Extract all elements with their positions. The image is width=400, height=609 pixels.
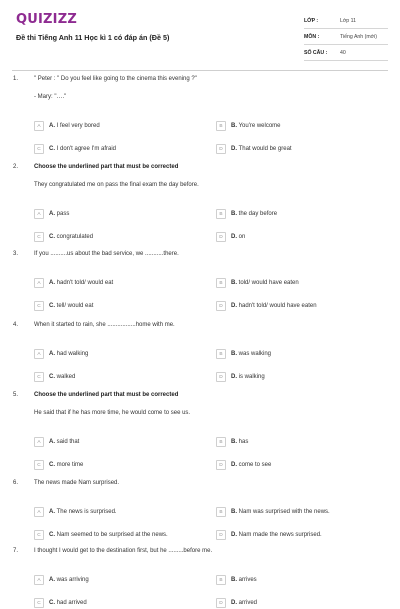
option-prefix: D. [231, 462, 237, 468]
option-body: pass [56, 211, 70, 217]
answer-option-a[interactable] [34, 120, 100, 132]
question-number: 3. [13, 251, 19, 257]
option-letter-box: C [34, 372, 44, 382]
option-prefix: B. [231, 211, 237, 217]
option-body: said that [56, 439, 80, 445]
answer-option-c[interactable] [34, 529, 168, 541]
option-text [49, 123, 100, 129]
option-letter-box: B [216, 209, 226, 219]
answer-option-c[interactable] [34, 459, 83, 471]
option-prefix: B. [231, 577, 237, 583]
option-prefix: B. [231, 439, 237, 445]
option-text [231, 600, 257, 606]
answer-option-c[interactable] [34, 231, 93, 243]
answer-option-a[interactable] [34, 574, 89, 586]
option-prefix: C. [49, 374, 55, 380]
header-divider [12, 70, 388, 71]
question-number: 2. [13, 164, 19, 170]
question-instruction: Choose the underlined part that must be corrected [34, 392, 179, 398]
quizizz-logo: QUIZIZZ [16, 12, 77, 27]
option-prefix: D. [231, 600, 237, 606]
option-body: told/ would have eaten [238, 280, 299, 286]
option-text [231, 532, 322, 538]
option-prefix: B. [231, 123, 237, 129]
question-text: When it started to rain, she .................home with me. [34, 322, 175, 328]
option-text [231, 146, 292, 152]
option-prefix: C. [49, 146, 55, 152]
option-text [49, 146, 116, 152]
option-text [231, 439, 248, 445]
answer-option-d[interactable] [216, 371, 265, 383]
option-letter-box: B [216, 121, 226, 131]
option-prefix: D. [231, 374, 237, 380]
option-letter-box: A [34, 349, 44, 359]
meta-value: 40 [340, 49, 346, 56]
option-body: is walking [238, 374, 265, 380]
question-number: 6. [13, 480, 19, 486]
answer-option-d[interactable] [216, 143, 292, 155]
option-body: had walking [56, 351, 89, 357]
option-body: Nam seemed to be surprised at the news. [56, 532, 168, 538]
option-letter-box: A [34, 507, 44, 517]
option-letter-box: C [34, 530, 44, 540]
option-body: You're welcome [238, 123, 281, 129]
meta-row-question-count [304, 45, 388, 61]
question-number: 7. [13, 548, 19, 554]
option-letter-box: C [34, 144, 44, 154]
option-text [49, 234, 93, 240]
option-letter-box: B [216, 575, 226, 585]
option-text [49, 509, 117, 515]
option-body: That would be great [238, 146, 292, 152]
option-letter-box: D [216, 598, 226, 608]
option-text [49, 303, 93, 309]
option-body: has [238, 439, 249, 445]
option-prefix: D. [231, 234, 237, 240]
option-prefix: A. [49, 439, 55, 445]
option-body: had arrived [56, 600, 87, 606]
answer-option-b[interactable] [216, 506, 330, 518]
answer-option-c[interactable] [34, 597, 87, 609]
option-body: walked [56, 374, 76, 380]
option-text [49, 462, 83, 468]
option-text [49, 439, 79, 445]
meta-row-class [304, 13, 388, 29]
option-text [231, 280, 299, 286]
option-letter-box: B [216, 349, 226, 359]
answer-option-d[interactable] [216, 597, 257, 609]
option-prefix: A. [49, 577, 55, 583]
meta-row-subject [304, 29, 388, 45]
option-body: Nam made the news surprised. [238, 532, 322, 538]
option-body: was arriving [56, 577, 89, 583]
option-prefix: A. [49, 123, 55, 129]
option-text [49, 280, 113, 286]
answer-option-d[interactable] [216, 231, 245, 243]
meta-value: Lớp 11 [340, 17, 356, 24]
option-body: hadn't told/ would have eaten [238, 303, 317, 309]
option-letter-box: A [34, 209, 44, 219]
page-header [0, 0, 400, 72]
option-letter-box: A [34, 121, 44, 131]
option-prefix: C. [49, 303, 55, 309]
option-body: arrives [238, 577, 257, 583]
answer-option-d[interactable] [216, 459, 271, 471]
option-text [231, 211, 277, 217]
answer-option-a[interactable] [34, 506, 117, 518]
option-text [231, 303, 317, 309]
option-text [231, 462, 271, 468]
option-prefix: C. [49, 532, 55, 538]
option-prefix: C. [49, 234, 55, 240]
option-text [49, 600, 87, 606]
option-prefix: C. [49, 600, 55, 606]
option-prefix: D. [231, 532, 237, 538]
option-body: tell/ would eat [56, 303, 94, 309]
answer-option-a[interactable] [34, 436, 79, 448]
option-prefix: D. [231, 303, 237, 309]
option-body: on [238, 234, 246, 240]
question-text: He said that if he has more time, he would come to see us. [34, 410, 191, 416]
option-prefix: A. [49, 211, 55, 217]
option-letter-box: D [216, 144, 226, 154]
option-prefix: B. [231, 280, 237, 286]
option-body: was walking [238, 351, 272, 357]
option-letter-box: D [216, 372, 226, 382]
option-body: The news is surprised. [56, 509, 117, 515]
option-body: Nam was surprised with the news. [238, 509, 330, 515]
question-instruction: Choose the underlined part that must be corrected [34, 164, 179, 170]
option-letter-box: C [34, 598, 44, 608]
option-text [49, 577, 89, 583]
question-text: " Peter : " Do you feel like going to the cinema this evening ?" [34, 76, 197, 82]
option-body: hadn't told/ would eat [56, 280, 114, 286]
option-prefix: C. [49, 462, 55, 468]
option-letter-box: B [216, 437, 226, 447]
option-text [231, 374, 265, 380]
meta-info [304, 13, 388, 61]
option-body: I don't agree I'm afraid [56, 146, 116, 152]
option-body: congratulated [56, 234, 94, 240]
option-letter-box: D [216, 301, 226, 311]
option-prefix: A. [49, 351, 55, 357]
option-text [49, 211, 69, 217]
option-body: more time [56, 462, 84, 468]
option-body: arrived [238, 600, 258, 606]
option-letter-box: D [216, 530, 226, 540]
option-prefix: A. [49, 509, 55, 515]
option-letter-box: A [34, 575, 44, 585]
meta-value: Tiếng Anh (mới) [340, 33, 377, 40]
option-text [49, 351, 88, 357]
option-letter-box: D [216, 460, 226, 470]
answer-option-c[interactable] [34, 143, 116, 155]
meta-label: LỚP : [304, 17, 319, 24]
question-text: I thought I would get to the destination first, but he .........before me. [34, 548, 213, 554]
answer-option-b[interactable] [216, 348, 271, 360]
question-text: If you ..........us about the bad service, we ...........there. [34, 251, 179, 257]
option-text [231, 123, 281, 129]
answer-option-b[interactable] [216, 436, 248, 448]
question-number: 1. [13, 76, 19, 82]
answer-option-a[interactable] [34, 208, 69, 220]
question-text: The news made Nam surprised. [34, 480, 120, 486]
option-prefix: B. [231, 509, 237, 515]
question-text: They congratulated me on pass the final exam the day before. [34, 182, 199, 188]
option-text [49, 374, 75, 380]
question-number: 5. [13, 392, 19, 398]
option-prefix: D. [231, 146, 237, 152]
answer-option-b[interactable] [216, 208, 277, 220]
answer-option-c[interactable] [34, 371, 75, 383]
option-text [231, 509, 330, 515]
option-text [49, 532, 168, 538]
document-title: Đề thi Tiếng Anh 11 Học kì 1 có đáp án (Đề 5) [16, 33, 170, 42]
option-prefix: B. [231, 351, 237, 357]
option-text [231, 234, 245, 240]
option-prefix: A. [49, 280, 55, 286]
option-letter-box: D [216, 232, 226, 242]
option-body: I feel very bored [56, 123, 100, 129]
question-text: - Mary: "…." [34, 94, 67, 100]
option-text [231, 351, 271, 357]
option-text [231, 577, 257, 583]
option-letter-box: A [34, 437, 44, 447]
option-letter-box: B [216, 507, 226, 517]
answer-option-d[interactable] [216, 300, 317, 312]
option-letter-box: A [34, 278, 44, 288]
answer-option-d[interactable] [216, 529, 322, 541]
answer-option-b[interactable] [216, 277, 299, 289]
option-body: the day before [238, 211, 278, 217]
question-number: 4. [13, 322, 19, 328]
answer-option-a[interactable] [34, 277, 113, 289]
meta-label: SỐ CÂU : [304, 49, 328, 56]
answer-option-c[interactable] [34, 300, 93, 312]
answer-option-b[interactable] [216, 120, 281, 132]
option-letter-box: C [34, 460, 44, 470]
option-body: come to see [238, 462, 272, 468]
meta-label: MÔN : [304, 33, 320, 40]
option-letter-box: C [34, 301, 44, 311]
option-letter-box: C [34, 232, 44, 242]
answer-option-a[interactable] [34, 348, 88, 360]
answer-option-b[interactable] [216, 574, 257, 586]
option-letter-box: B [216, 278, 226, 288]
